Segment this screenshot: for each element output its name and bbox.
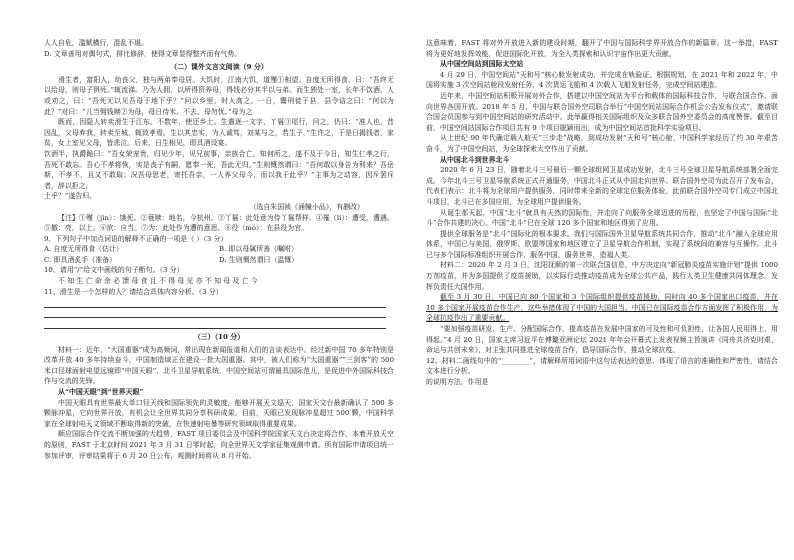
right-paragraph-1: 这意味着，FAST 将对外开放进入新的建设时期，翻开了中国与国际科学界开放合作的新篇章。这一举措，FAST 将为更好地发挥效能，促进国际化开放，为全人类探索和认识宇宙作出更大贡献。 (426, 39, 778, 58)
question-10: 10、请用“/”给文中画线的句子断句。（3 分） (44, 266, 184, 275)
tianyan-paragraph-1: 中国天眼具有世界最大单口径天线和国际领先的灵敏度，能够开展天文巡天，国家天文台最新确认了 500 多颗脉冲星，它向世界开放，有机会让全世界共同分享科研成果。目前，天眼已发现脉冲星超过 500 颗，中国科学家在全球射电天文领域不断取得新的突破，在快速射电暴等研究领域取得重要成果。 (44, 398, 394, 428)
right-paragraph-7: 提供全球服务是“北斗”国际化的根本要求。我们与国际国外卫星导航系统共同合作，推动“北斗”融入全球应用体系，中国已与美国、俄罗斯、欧盟等国家和地区建立了卫星导航合作机制，实现了系统间的兼容与互操作。北斗已与多个国际标准组织开展合作，服务中国，服务世界，造福人类。 (426, 229, 778, 259)
right-paragraph-4: 从上世纪 90 年代确定载人航天“三步走”战略，到成功发射“天和号”核心舱，中国科学家经历了约 30 年艰苦奋斗，为了中国空间站，为全球探索太空作出了贡献。 (426, 134, 778, 153)
right-paragraph-2: 4 月 29 日，中国空间站“天和号”核心舱发射成功，并完成在轨验证。根据规划，在 2021 年和 2022 年，中国将实施 3 次空间站舱段发射任务、4 次货运飞船和 4 次载人飞船发射任务，完成空间站建造。 (426, 70, 778, 90)
passage-paragraph-2: 既而，因隐人转卖滑生于江东。不数年，使还乡土。生遣逐一文字，丫鬟③尾行，问之，仍曰：“准人也，昔因乱，父母弃我，转卖至城，辄致孝焉。生以其忠实，为人诚笃，刘某与之，若生子，”生许之，于是日揭钱者，家贫，女上室见父母，皆悲泣。后来，日生相见，即具酒设宴。 (44, 118, 394, 148)
right-paragraph-5: 2020 年 6 月 23 日，随着北斗三号最后一颗全球组网卫星成功发射，北斗三号全球卫星导航系统部署全面完成。今年北斗三号卫星导航系统正式开通服务，中国北斗正式从中国走向世界。联合国外空司为此召开了发布会，代表们表示：北斗将为全球用户提供服务，同时带来全新的全球定位服务体验。此前联合国外空司专门成立中国北斗项目，北斗已在多国应用，为全球用户提供服务。 (426, 166, 778, 206)
question-11: 11、滑生是一个怎样的人？请结合具体内容分析。（3 分） (44, 287, 223, 296)
question-9-options (44, 244, 394, 265)
passage-source: （选自朱国祯《涌幢小品》，有删改） (249, 202, 364, 211)
question-12-end: 的说明方法，作用是 (426, 378, 489, 386)
question-12: 12、材料二画线句中的“________”，请解释所用词语中这句话表达的意思，体现了语言的准确性和严密性，请结合文本进行分析。 (426, 356, 778, 376)
subtitle-space-station: 从中国空间站到国际太空站 (440, 60, 524, 69)
passage-paragraph-3: 饮酒半，执爵跪曰：“吾女荣宠贵，归见少年，见兄前事，亲族合亡，知何所之，遂不及于今日，知生仁孝之行，吾死不敢忘。吾心不孝将恢，实是丧子有嗣，愿奉一死，吾此无归。”生则慨然谓曰：“吾何敢以身告为利来？吾岳斯，不孝不，且又不敢取；况吾母思老，寄托吾亲，一人养父母今，而以我于此乎？”主事为之动容，因斥罢斥者，辞以拒之， (44, 149, 394, 190)
section-3-title: （三）（10 分） (193, 333, 245, 342)
material-1: 材料一：近年，“大国重器”成为高频词，常出现在新闻报道和人们的言谈表达中。经过新中国 70 多年特别是改革开放 40 多年持续奋斗，中国制造域正在建设一批大国重器。其中，被人们称为“大国重器”“三剑客”的 500 米口径球面射电望远镜即“中国天眼”、北斗卫星导航系统、中国空间站可谓最具国际范儿，是促进中外国际科技合作与交流的先锋。 (44, 345, 394, 386)
question-9: 9、下列句子中加点词语的解释不正确的一项是（ ）（3 分） (44, 234, 228, 243)
option-d: D. 生则慨然谓曰（温慨） (219, 255, 299, 264)
right-paragraph-8: 截至 3 月 30 日，中国已向 80 个国家和 3 个国际组织提供疫苗援助，同时向 40 多个国家出口疫苗，并在 10 多个国家开展疫苗合作生产，这些举措体现了中国的大国担当。中国已在国际疫苗合作方面发挥了积极作用，为全球抗疫作出了重要贡献。 (426, 293, 778, 323)
right-paragraph-6: 从诞生那天起，中国“北斗”就具有天然的国际性，并走向了向服务全球迈进的历程，也坚定了中国与国际“北斗”合作共建的决心。中国“北斗”已在全球 120 多个国家和地区得到了应用。 (426, 208, 778, 228)
passage-paragraph-1: 滑生者，富阳人，幼丧父，独与两弟奉母居。大饥时，江南大饥，道殣①相望。自度无所得食，曰：“吾终无以给母，则母子俱死。”辄流涕。乃为人佣，以所得资养母，得钱必分其半以与弟。而生独处一室，长年不饮酒，人或劝之，曰：“吾死无以见吾母于地下乎？”问以乡里，时人高之。一日，鬻刑徒于县，县令诘之曰：“何以为此？”对曰：“儿当佣钱赎②为母，母日待米，不去，母勿忧。”母为之 (44, 75, 394, 116)
right-column (426, 38, 778, 388)
answer-line-1[interactable] (44, 297, 386, 308)
section-2-title: （二）课外文言文阅读（9 分） (170, 63, 268, 72)
question-10-sentence: 不 知 生 亡 命 余 必 馈 母 食 且 不 得 母 见 亦 不 知 母 及 亡 今 (58, 277, 258, 286)
option-a: A. 自度无所得食（估计） (44, 245, 123, 254)
subtitle-tianyan: 从“中国天眼”到“世界天眼” (58, 388, 144, 396)
left-column (44, 38, 394, 461)
answer-line-3[interactable] (44, 318, 386, 329)
right-quote: “要加强疫苗研发、生产、分配国际合作，提高疫苗在发展中国家的可及性和可负担性，让各国人民用得上、用得起。”4 月 20 日，国家主席习近平在博鳌亚洲论坛 2021 年年会开幕式上发表视频主旨演讲《同舟共济克时艰，命运与共创未来》，对主张共同推进全球疫苗合作，倡导国际合作，推动全球抗疫。 (426, 325, 778, 355)
tianyan-paragraph-2: 顺应国际合作交流不断加强的大趋势，FAST 项目委员会及中国科学院国家天文台决定将合作，本着开放天空的原则，FAST 于北京时间 2021 年 3 月 31 日零时起，向全世界天文学家征集观测申请。所有国际申请项目统一参加评审，评审结果将于 6 月 20 日公布，观测时间将从 8 月开始。 (44, 430, 394, 460)
passage-notes: 【注】①殣（jìn）：饿死。②蓑赎：地名，今杭州。③丫鬟：此处意为侍丫鬟帮样。④罹（lí）：遭受，遭遇。⑤撤：亮，以上。⑥欲：应当。⑦为：此处作为遭的意思。⑧役（mó）：在县役为官。 (44, 213, 394, 233)
option-c: C. 即具酒炙手（准备） (44, 255, 117, 264)
intro-line-2: D. 文章善用对偶句式，排比修辞，使得文章显得整齐而有气势。 (44, 49, 242, 58)
subtitle-beidou: 从中国北斗到世界北斗 (440, 155, 510, 164)
answer-line-2[interactable] (44, 308, 386, 319)
option-b: B. 即以母属所善（嘱咐） (219, 245, 298, 254)
passage-paragraph-4: 土乎？”遂告归。 (44, 192, 97, 201)
intro-line-1: 人人自危，滥赋横行，混乱不堪。 (44, 39, 149, 47)
right-paragraph-3: 近年来，中国空间站积极开展对外合作，搭建以中国空间站为平台和载体的国际科技合作，与联合国合作、面向世界各国开放。2018 年 5 月，中国与联合国外空司联合举行“中国空间站国际合作机会公告发布仪式”，邀请联合国会员国参与到中国空间站的研究活动中。此举赢得相关国际组织及众多联合国外空委员会的高度赞誉。截至目前，中国空间站国际合作项目共有 9 个项目脱颖而出，成为中国空间站首批科学实验项目。 (426, 91, 778, 132)
material-2: 材料二：2020 年 2 月 3 日，沈阳抚顺的第一次联合国信息，中方决定向“新冠肺炎疫苗实施计划”提供 1000 万剂疫苗，并为多国提供了疫苗援助，以实际行动推动疫苗成为全球公共产品，践行人类卫生健康共同体理念，发挥负责任大国作用。 (426, 261, 778, 291)
